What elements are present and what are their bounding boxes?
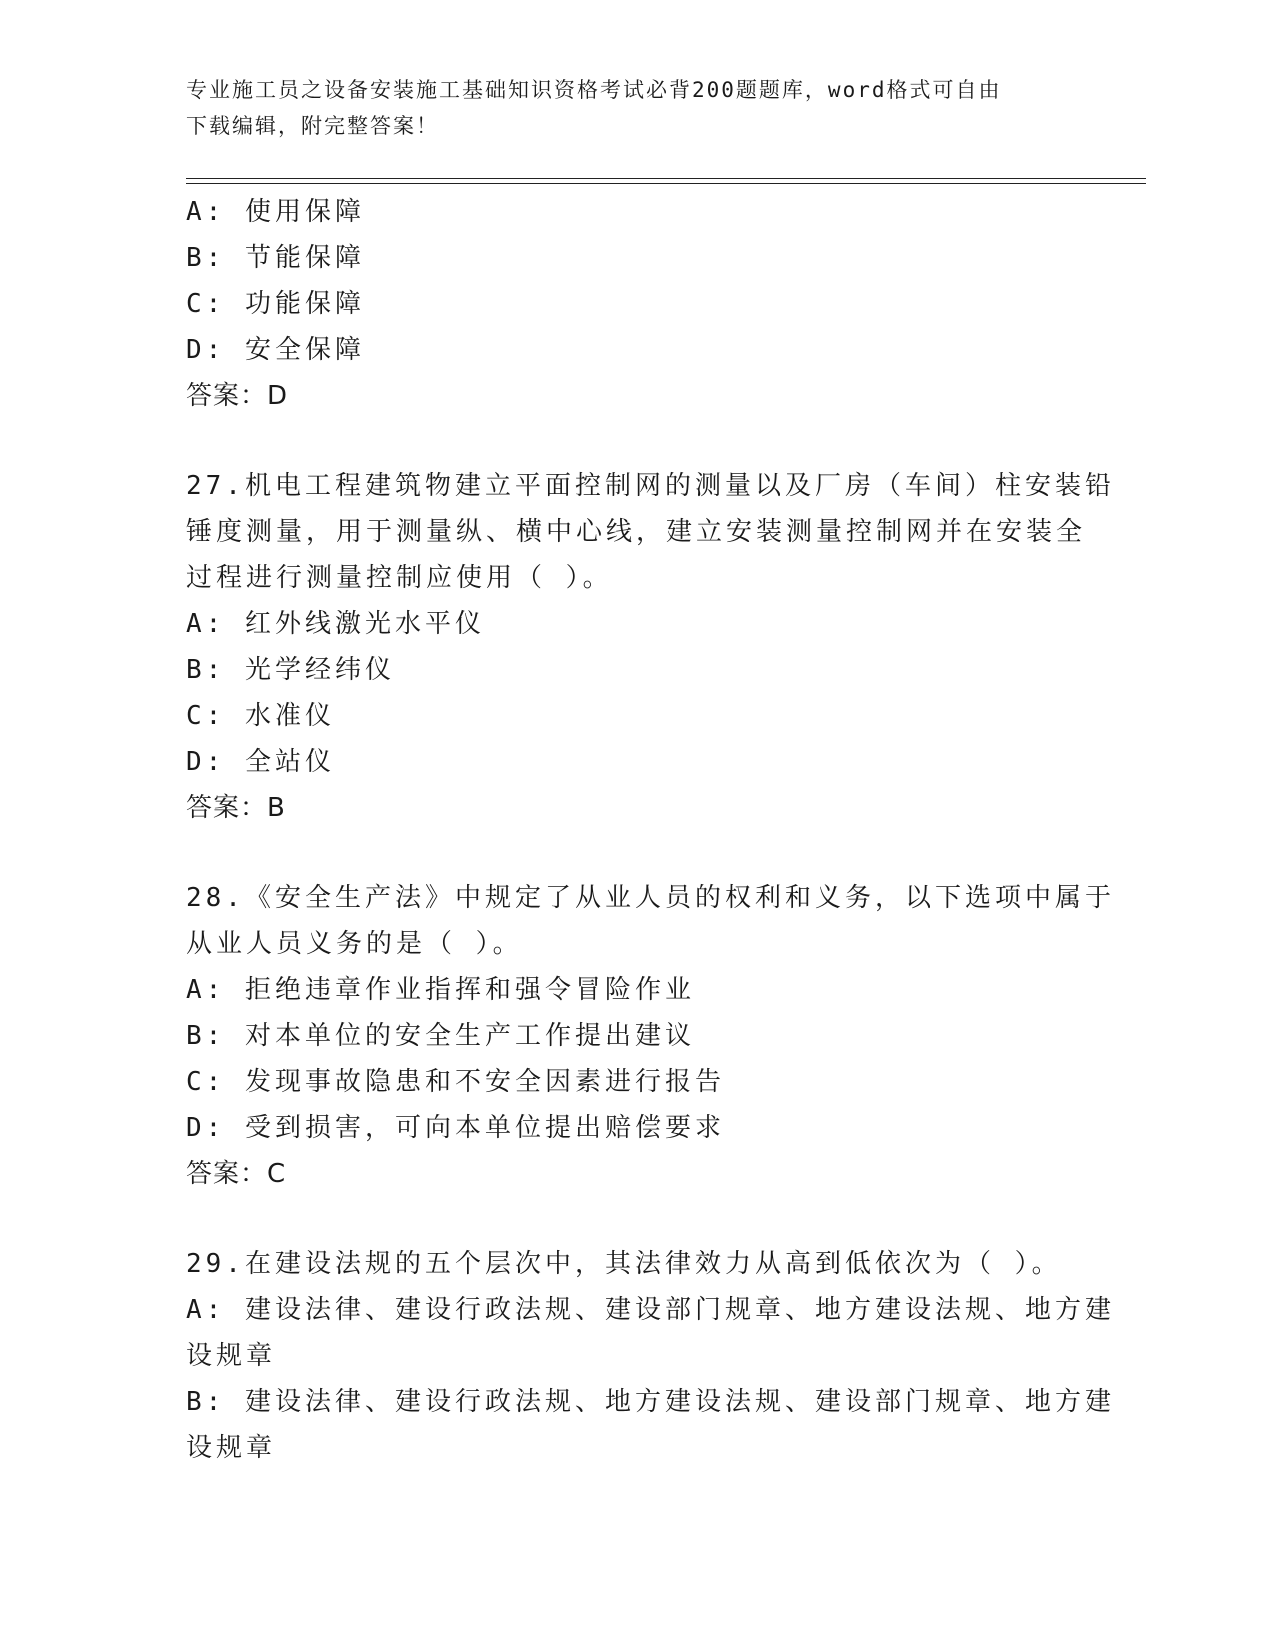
option-a: A: 建设法律、建设行政法规、建设部门规章、地方建设法规、地方建 [186, 1295, 1115, 1325]
option-c: C: 功能保障 [186, 289, 365, 319]
spacer [186, 1197, 1066, 1241]
question-stem-line: 28.《安全生产法》中规定了从业人员的权利和义务，以下选项中属于 [186, 883, 1115, 913]
question-29 [186, 1241, 1115, 1471]
option-a: A: 红外线激光水平仪 [186, 609, 485, 639]
option-d: D: 全站仪 [186, 747, 335, 777]
option-a-continued: 设规章 [186, 1341, 277, 1371]
answer: 答案：B [186, 793, 286, 823]
spacer [186, 831, 1066, 875]
header-line-2: 下载编辑，附完整答案！ [186, 114, 439, 138]
option-b: B: 节能保障 [186, 243, 365, 273]
question-stem-line: 27.机电工程建筑物建立平面控制网的测量以及厂房（车间）柱安装铅 [186, 471, 1115, 501]
option-d: D: 安全保障 [186, 335, 365, 365]
question-stem-line: 过程进行测量控制应使用（ ）。 [186, 563, 613, 593]
spacer [186, 419, 1066, 463]
option-b: B: 光学经纬仪 [186, 655, 395, 685]
question-26-tail [186, 189, 1066, 419]
question-stem-line: 从业人员义务的是（ ）。 [186, 929, 523, 959]
option-b-continued: 设规章 [186, 1433, 277, 1463]
answer: 答案：C [186, 1159, 287, 1189]
option-b: B: 对本单位的安全生产工作提出建议 [186, 1021, 695, 1051]
header-divider-top [186, 178, 1146, 179]
question-content [186, 189, 1115, 1471]
question-28 [186, 875, 1115, 1197]
option-a: A: 使用保障 [186, 197, 365, 227]
option-c: C: 发现事故隐患和不安全因素进行报告 [186, 1067, 725, 1097]
header-line-1: 专业施工员之设备安装施工基础知识资格考试必背200题题库，word格式可自由 [186, 78, 1002, 102]
question-stem-line: 锤度测量，用于测量纵、横中心线，建立安装测量控制网并在安装全 [186, 517, 1087, 547]
option-d: D: 受到损害，可向本单位提出赔偿要求 [186, 1113, 725, 1143]
option-c: C: 水准仪 [186, 701, 335, 731]
answer: 答案：D [186, 381, 289, 411]
option-a: A: 拒绝违章作业指挥和强令冒险作业 [186, 975, 695, 1005]
option-b: B: 建设法律、建设行政法规、地方建设法规、建设部门规章、地方建 [186, 1387, 1115, 1417]
page-header [186, 72, 1066, 144]
question-stem-line: 29.在建设法规的五个层次中，其法律效力从高到低依次为（ ）。 [186, 1249, 1062, 1279]
question-27 [186, 463, 1115, 831]
header-divider-bottom [186, 183, 1146, 184]
